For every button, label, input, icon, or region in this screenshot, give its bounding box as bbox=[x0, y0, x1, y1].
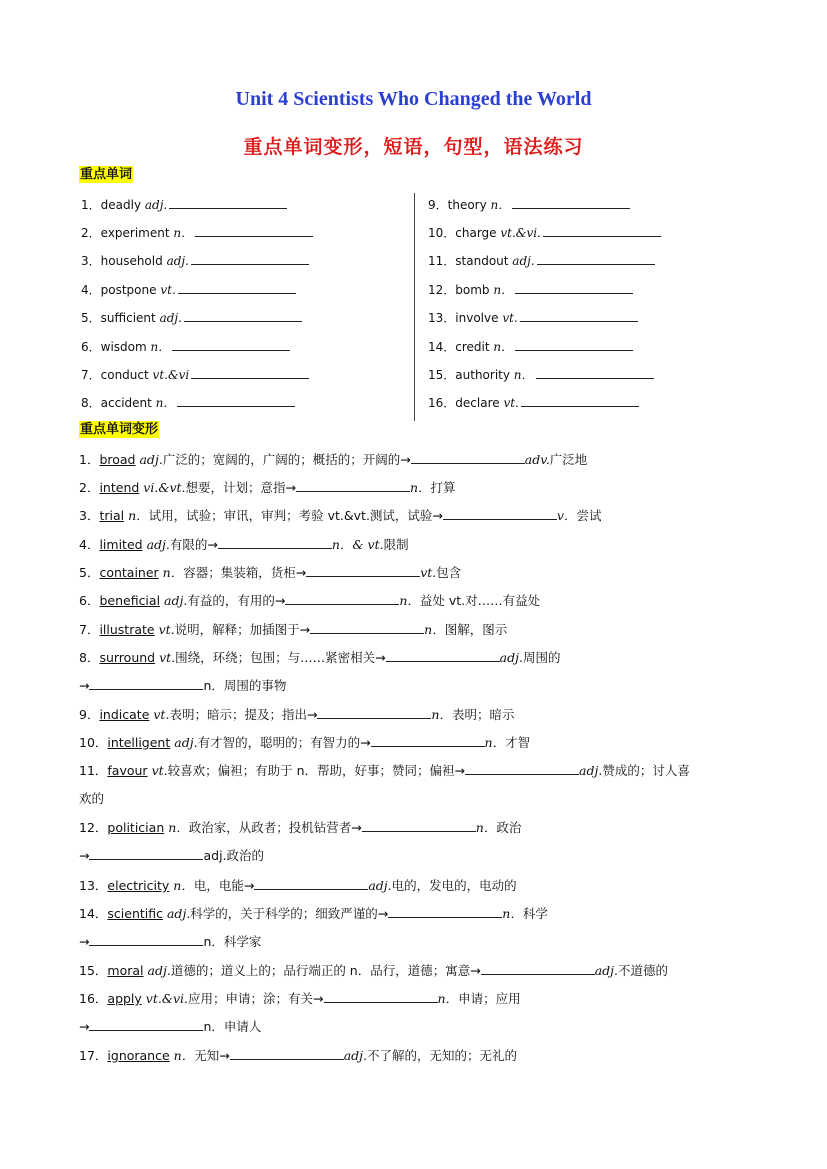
word-item bbox=[428, 394, 639, 411]
answer-blank[interactable] bbox=[443, 507, 557, 520]
item-number: 2． bbox=[81, 226, 101, 240]
part-of-speech: adj. bbox=[146, 537, 170, 552]
word-item bbox=[428, 224, 661, 241]
item-number: 12． bbox=[428, 283, 456, 297]
answer-blank[interactable] bbox=[306, 564, 420, 577]
target-meaning: 电的，发电的，电动的 bbox=[391, 878, 517, 893]
meaning: 电，电能→ bbox=[193, 878, 255, 893]
headword: illustrate bbox=[99, 622, 155, 637]
part-of-speech: n． bbox=[150, 340, 171, 354]
item-number: 7． bbox=[79, 622, 100, 637]
arrow: → bbox=[79, 678, 90, 693]
answer-blank[interactable] bbox=[218, 536, 332, 549]
headword: electricity bbox=[107, 878, 170, 893]
word: declare bbox=[455, 396, 500, 410]
meaning-wrap: 欢的 bbox=[79, 791, 105, 806]
headword: moral bbox=[107, 963, 144, 978]
item-number: 14． bbox=[428, 340, 456, 354]
target-part-of-speech: n． bbox=[437, 991, 459, 1006]
answer-blank[interactable] bbox=[191, 366, 309, 379]
target-part-of-speech: v． bbox=[556, 508, 577, 523]
headword: politician bbox=[107, 820, 165, 835]
word-item bbox=[81, 224, 313, 241]
answer-blank[interactable] bbox=[543, 224, 661, 237]
part-of-speech: vi.&vt. bbox=[143, 480, 186, 495]
word: charge bbox=[455, 226, 497, 240]
part-of-speech: n． bbox=[173, 226, 194, 240]
item-number: 2． bbox=[79, 480, 100, 495]
part-of-speech: adj. bbox=[174, 735, 198, 750]
variation-item bbox=[79, 706, 515, 723]
headword: scientific bbox=[107, 906, 163, 921]
answer-blank[interactable] bbox=[536, 366, 654, 379]
meaning: 有限的→ bbox=[169, 537, 218, 552]
target-meaning: 申请人 bbox=[223, 1019, 262, 1034]
arrow: → bbox=[79, 848, 90, 863]
variation-item bbox=[79, 905, 548, 922]
part-of-speech: adj. bbox=[512, 254, 535, 268]
word-item bbox=[81, 394, 295, 411]
word-item bbox=[81, 196, 287, 213]
answer-blank[interactable] bbox=[515, 338, 633, 351]
word: theory bbox=[447, 198, 487, 212]
page-subtitle: 重点单词变形，短语，句型，语法练习 bbox=[243, 136, 584, 158]
variation-continuation bbox=[79, 1018, 261, 1035]
arrow: → bbox=[79, 1019, 90, 1034]
meaning: 广泛的；宽阔的，广阔的；概括的；开阔的→ bbox=[162, 452, 411, 467]
word-item bbox=[428, 252, 655, 269]
answer-blank[interactable] bbox=[230, 1047, 344, 1060]
headword: apply bbox=[107, 991, 142, 1006]
target-meaning: 科学家 bbox=[223, 934, 262, 949]
word: bomb bbox=[455, 283, 490, 297]
item-number: 5． bbox=[79, 565, 100, 580]
answer-blank[interactable] bbox=[371, 734, 485, 747]
section-label-variations: 重点单词变形 bbox=[80, 422, 159, 437]
meaning: 较喜欢；偏袒；有助于 n．帮助，好事；赞同；偏袒→ bbox=[167, 763, 465, 778]
item-number: 15． bbox=[79, 963, 108, 978]
variation-item bbox=[79, 990, 521, 1007]
answer-blank[interactable] bbox=[362, 819, 476, 832]
headword: intelligent bbox=[107, 735, 171, 750]
item-number: 16． bbox=[79, 991, 108, 1006]
target-meaning: 尝试 bbox=[576, 508, 602, 523]
word: involve bbox=[455, 311, 499, 325]
meaning: 科学的，关于科学的；细致严谨的→ bbox=[190, 906, 389, 921]
target-part-of-speech: adj. bbox=[579, 763, 603, 778]
part-of-speech: n． bbox=[493, 283, 514, 297]
variation-continuation bbox=[79, 677, 286, 694]
item-number: 6． bbox=[79, 593, 100, 608]
target-part-of-speech: n． bbox=[502, 906, 523, 921]
meaning: 有益的，有用的→ bbox=[187, 593, 286, 608]
word: deadly bbox=[100, 198, 142, 212]
target-meaning: 政治 bbox=[496, 820, 522, 835]
headword: limited bbox=[99, 537, 143, 552]
part-of-speech: adj. bbox=[159, 311, 182, 325]
item-number: 4． bbox=[79, 537, 100, 552]
target-meaning: 打算 bbox=[430, 480, 456, 495]
variation-item bbox=[79, 962, 668, 979]
target-meaning: 广泛地 bbox=[549, 452, 588, 467]
variation-item bbox=[79, 451, 587, 468]
target-meaning: 赞成的；讨人喜 bbox=[602, 763, 690, 778]
variation-item bbox=[79, 592, 540, 609]
item-number: 7． bbox=[81, 368, 101, 382]
item-number: 10． bbox=[428, 226, 456, 240]
variation-item bbox=[79, 1047, 517, 1064]
word: authority bbox=[455, 368, 510, 382]
headword: surround bbox=[99, 650, 156, 665]
target-part-of-speech: n． bbox=[203, 1019, 224, 1034]
word: wisdom bbox=[100, 340, 147, 354]
answer-blank[interactable] bbox=[512, 196, 630, 209]
variation-continuation bbox=[79, 847, 264, 864]
answer-blank[interactable] bbox=[465, 762, 579, 775]
word-item bbox=[81, 338, 290, 355]
part-of-speech: n． bbox=[513, 368, 534, 382]
answer-blank[interactable] bbox=[388, 905, 502, 918]
part-of-speech: n． bbox=[173, 1048, 195, 1063]
meaning: 表明；暗示；提及；指出→ bbox=[169, 707, 318, 722]
target-meaning: 才智 bbox=[505, 735, 531, 750]
variation-item bbox=[79, 564, 461, 581]
answer-blank[interactable] bbox=[169, 196, 287, 209]
answer-blank[interactable] bbox=[520, 309, 638, 322]
answer-blank[interactable] bbox=[317, 706, 431, 719]
part-of-speech: vt.&vi. bbox=[145, 991, 189, 1006]
answer-blank[interactable] bbox=[481, 962, 595, 975]
answer-blank[interactable] bbox=[184, 309, 302, 322]
item-number: 4． bbox=[81, 283, 101, 297]
target-meaning: 表明；暗示 bbox=[451, 707, 515, 722]
part-of-speech: adj. bbox=[166, 906, 191, 921]
page-title: Unit 4 Scientists Who Changed the World bbox=[235, 88, 592, 110]
target-part-of-speech: adv. bbox=[524, 452, 550, 467]
word-item bbox=[428, 196, 630, 213]
target-meaning: 周围的事物 bbox=[223, 678, 287, 693]
item-number: 1． bbox=[79, 452, 100, 467]
item-number: 13． bbox=[79, 878, 108, 893]
part-of-speech: n． bbox=[162, 565, 184, 580]
part-of-speech: n． bbox=[168, 820, 189, 835]
target-part-of-speech: adj. bbox=[203, 848, 227, 863]
target-part-of-speech: n． bbox=[409, 480, 431, 495]
item-number: 8． bbox=[81, 396, 101, 410]
answer-blank[interactable] bbox=[89, 933, 203, 946]
item-number: 9． bbox=[79, 707, 100, 722]
item-number: 10． bbox=[79, 735, 108, 750]
target-meaning: 图解，图示 bbox=[444, 622, 508, 637]
part-of-speech: vt. bbox=[153, 707, 170, 722]
variation-item bbox=[79, 536, 409, 553]
meaning: 政治家，从政者；投机钻营者→ bbox=[188, 820, 362, 835]
answer-blank[interactable] bbox=[386, 649, 500, 662]
item-number: 11． bbox=[428, 254, 456, 268]
meaning: 道德的；道义上的；品行端正的 n．品行，道德；寓意→ bbox=[170, 963, 481, 978]
variation-item bbox=[79, 819, 521, 836]
answer-blank[interactable] bbox=[515, 281, 633, 294]
item-number: 3． bbox=[79, 508, 100, 523]
item-number: 11． bbox=[79, 763, 108, 778]
word: postpone bbox=[100, 283, 157, 297]
target-meaning: 包含 bbox=[436, 565, 462, 580]
variation-item bbox=[79, 762, 690, 779]
part-of-speech: vt. bbox=[503, 396, 519, 410]
meaning: 想要，计划；意指→ bbox=[185, 480, 296, 495]
answer-blank[interactable] bbox=[537, 252, 655, 265]
answer-blank[interactable] bbox=[191, 252, 309, 265]
target-part-of-speech: n． bbox=[431, 707, 452, 722]
headword: beneficial bbox=[99, 593, 161, 608]
target-part-of-speech: adj. bbox=[343, 1048, 368, 1063]
word: standout bbox=[455, 254, 509, 268]
answer-blank[interactable] bbox=[89, 847, 203, 860]
meaning: 容器；集装箱，货柜→ bbox=[183, 565, 307, 580]
section-label-words: 重点单词 bbox=[80, 167, 133, 182]
part-of-speech: adj. bbox=[166, 254, 189, 268]
target-part-of-speech: adj. bbox=[499, 650, 523, 665]
word: household bbox=[100, 254, 163, 268]
meaning: 有才智的，聪明的；有智力的→ bbox=[197, 735, 371, 750]
variation-item bbox=[79, 734, 530, 751]
target-part-of-speech: n． bbox=[203, 934, 224, 949]
answer-blank[interactable] bbox=[89, 677, 203, 690]
word-item bbox=[428, 366, 654, 383]
target-meaning: 限制 bbox=[383, 537, 409, 552]
target-part-of-speech: vt. bbox=[420, 565, 437, 580]
word: accident bbox=[100, 396, 152, 410]
target-meaning: 科学 bbox=[522, 906, 548, 921]
meaning: 应用；申请；涂；有关→ bbox=[188, 991, 324, 1006]
word-item bbox=[81, 366, 309, 383]
word-item bbox=[81, 281, 296, 298]
answer-blank[interactable] bbox=[521, 394, 639, 407]
target-meaning: 益处 vt.对……有益处 bbox=[419, 593, 541, 608]
part-of-speech: adj. bbox=[164, 593, 188, 608]
part-of-speech: n． bbox=[173, 878, 194, 893]
answer-blank[interactable] bbox=[195, 224, 313, 237]
item-number: 1． bbox=[81, 198, 101, 212]
part-of-speech: n． bbox=[490, 198, 511, 212]
target-meaning: 不道德的 bbox=[618, 963, 669, 978]
target-part-of-speech: n． bbox=[399, 593, 420, 608]
answer-blank[interactable] bbox=[254, 877, 368, 890]
word: experiment bbox=[100, 226, 170, 240]
target-meaning: 不了解的，无知的；无礼的 bbox=[367, 1048, 518, 1063]
target-part-of-speech: n． bbox=[484, 735, 506, 750]
headword: broad bbox=[99, 452, 136, 467]
part-of-speech: vt. bbox=[151, 763, 168, 778]
word-item bbox=[81, 309, 302, 326]
headword: ignorance bbox=[107, 1048, 170, 1063]
meaning: 说明，解释；加插图于→ bbox=[174, 622, 311, 637]
variation-item bbox=[79, 479, 456, 496]
word-item bbox=[428, 309, 638, 326]
word: credit bbox=[455, 340, 490, 354]
part-of-speech: vt. bbox=[160, 283, 176, 297]
target-part-of-speech: n． bbox=[475, 820, 497, 835]
answer-blank[interactable] bbox=[411, 451, 525, 464]
part-of-speech: vt. bbox=[502, 311, 518, 325]
part-of-speech: vt. bbox=[159, 650, 176, 665]
column-divider bbox=[414, 193, 415, 421]
item-number: 15． bbox=[428, 368, 456, 382]
part-of-speech: adj. bbox=[147, 963, 171, 978]
meaning: 无知→ bbox=[194, 1048, 230, 1063]
word-item bbox=[81, 252, 309, 269]
headword: indicate bbox=[99, 707, 150, 722]
item-number: 5． bbox=[81, 311, 101, 325]
part-of-speech: adj. bbox=[144, 198, 168, 212]
meaning: 试用，试验；审讯，审判；考验 vt.&vt.测试，试验→ bbox=[148, 508, 443, 523]
word: sufficient bbox=[100, 311, 156, 325]
variation-item bbox=[79, 877, 517, 894]
headword: trial bbox=[99, 508, 125, 523]
answer-blank[interactable] bbox=[178, 281, 296, 294]
target-part-of-speech: n．& vt. bbox=[331, 537, 384, 552]
answer-blank[interactable] bbox=[310, 621, 424, 634]
item-number: 13． bbox=[428, 311, 456, 325]
item-number: 3． bbox=[81, 254, 101, 268]
item-number: 9． bbox=[428, 198, 448, 212]
answer-blank[interactable] bbox=[177, 394, 295, 407]
target-meaning: 申请；应用 bbox=[458, 991, 521, 1006]
target-meaning: 周围的 bbox=[522, 650, 561, 665]
answer-blank[interactable] bbox=[324, 990, 438, 1003]
headword: container bbox=[99, 565, 159, 580]
target-meaning: 政治的 bbox=[226, 848, 265, 863]
target-part-of-speech: n． bbox=[203, 678, 224, 693]
target-part-of-speech: adj. bbox=[368, 878, 392, 893]
part-of-speech: n． bbox=[493, 340, 514, 354]
item-number: 16． bbox=[428, 396, 456, 410]
answer-blank[interactable] bbox=[89, 1018, 203, 1031]
part-of-speech: vt.&vi bbox=[152, 368, 190, 382]
variation-item bbox=[79, 621, 507, 638]
headword: intend bbox=[99, 480, 140, 495]
target-part-of-speech: adj. bbox=[594, 963, 618, 978]
item-number: 17． bbox=[79, 1048, 108, 1063]
answer-blank[interactable] bbox=[296, 479, 410, 492]
variation-item bbox=[79, 507, 601, 524]
meaning: 围绕，环绕；包围；与……紧密相关→ bbox=[175, 650, 386, 665]
part-of-speech: vt.&vi. bbox=[500, 226, 541, 240]
word-item bbox=[428, 281, 633, 298]
part-of-speech: n． bbox=[155, 396, 176, 410]
word: conduct bbox=[100, 368, 149, 382]
item-number: 6． bbox=[81, 340, 101, 354]
item-number: 14． bbox=[79, 906, 108, 921]
part-of-speech: vt. bbox=[158, 622, 175, 637]
target-part-of-speech: n． bbox=[424, 622, 445, 637]
variation-continuation bbox=[79, 933, 261, 950]
part-of-speech: adj. bbox=[139, 452, 163, 467]
headword: favour bbox=[107, 763, 148, 778]
answer-blank[interactable] bbox=[172, 338, 290, 351]
arrow: → bbox=[79, 934, 90, 949]
variation-item bbox=[79, 649, 560, 666]
item-number: 8． bbox=[79, 650, 100, 665]
part-of-speech: n． bbox=[128, 508, 149, 523]
word-item bbox=[428, 338, 633, 355]
item-number: 12． bbox=[79, 820, 108, 835]
answer-blank[interactable] bbox=[285, 592, 399, 605]
